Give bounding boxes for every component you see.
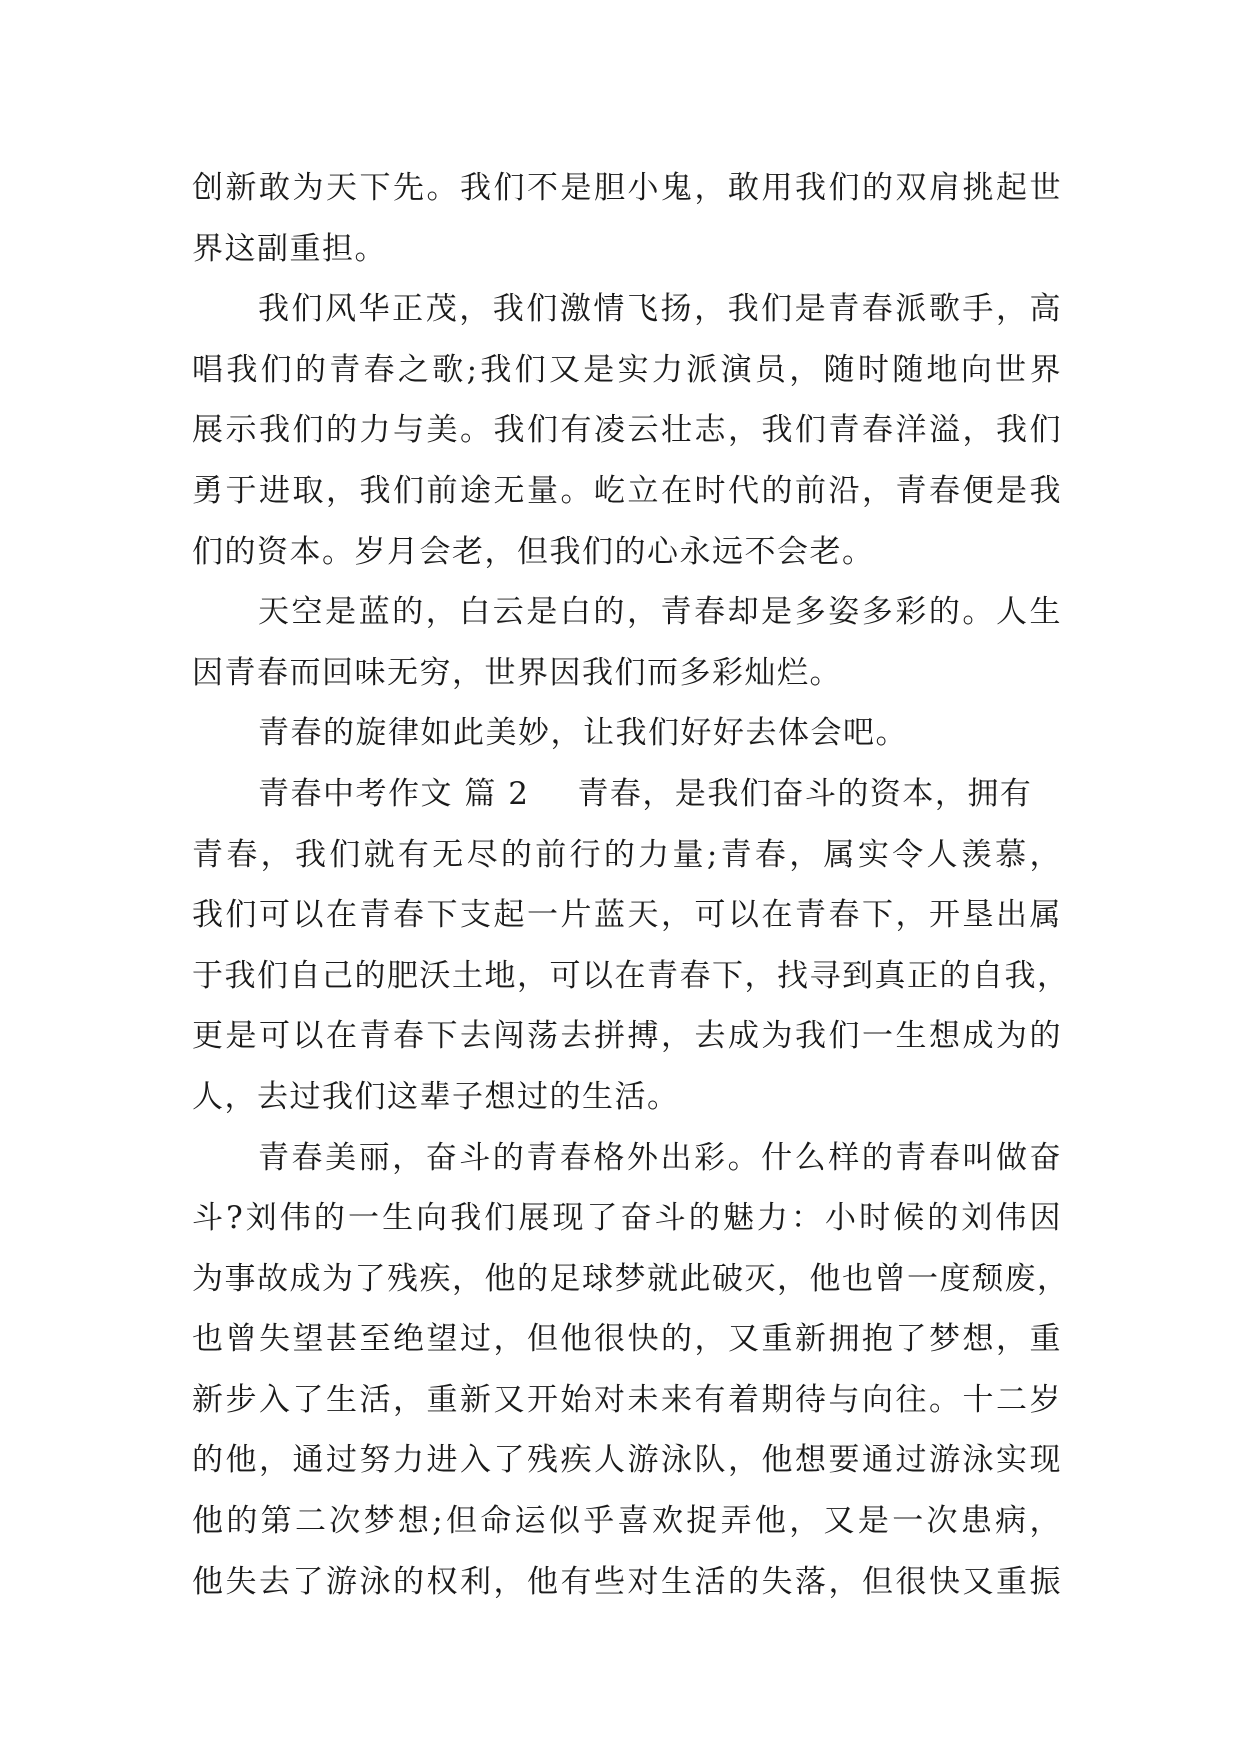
text-line: 青春，是我们奋斗的资本，拥有 bbox=[577, 775, 1033, 812]
text-line: 他的第二次梦想;但命运似乎喜欢捉弄他，又是一次患病， bbox=[192, 1503, 1062, 1540]
paragraph-first-line: 我们风华正茂，我们激情飞扬，我们是青春派歌手，高 bbox=[258, 291, 1062, 328]
text-line: 因青春而回味无穷，世界因我们而多彩灿烂。 bbox=[192, 654, 842, 691]
section-heading: 青春中考作文 篇 2 bbox=[258, 775, 530, 812]
paragraph-first-line: 青春美丽，奋斗的青春格外出彩。什么样的青春叫做奋 bbox=[258, 1139, 1062, 1176]
text-line: 斗?刘伟的一生向我们展现了奋斗的魅力：小时候的刘伟因 bbox=[192, 1200, 1062, 1237]
text-line: 更是可以在青春下去闯荡去拼搏，去成为我们一生想成为的 bbox=[192, 1018, 1062, 1055]
text-line: 的他，通过努力进入了残疾人游泳队，他想要通过游泳实现 bbox=[192, 1442, 1062, 1479]
text-line: 我们可以在青春下支起一片蓝天，可以在青春下，开垦出属 bbox=[192, 897, 1062, 934]
text-line: 为事故成为了残疾，他的足球梦就此破灭，他也曾一度颓废， bbox=[192, 1260, 1070, 1297]
paragraph-first-line: 天空是蓝的，白云是白的，青春却是多姿多彩的。人生 bbox=[258, 594, 1062, 631]
text-line: 界这副重担。 bbox=[192, 230, 387, 267]
text-line: 也曾失望甚至绝望过，但他很快的，又重新拥抱了梦想，重 bbox=[192, 1321, 1062, 1358]
paragraph-first-line: 青春的旋律如此美妙，让我们好好去体会吧。 bbox=[258, 715, 908, 752]
text-line: 于我们自己的肥沃土地，可以在青春下，找寻到真正的自我， bbox=[192, 957, 1070, 994]
text-line: 人，去过我们这辈子想过的生活。 bbox=[192, 1078, 680, 1115]
section-heading-line bbox=[192, 764, 1062, 825]
text-line: 新步入了生活，重新又开始对未来有着期待与向往。十二岁 bbox=[192, 1381, 1062, 1418]
text-line: 唱我们的青春之歌;我们又是实力派演员，随时随地向世界 bbox=[192, 351, 1062, 388]
body-text bbox=[192, 158, 1070, 1612]
text-line: 他失去了游泳的权利，他有些对生活的失落，但很快又重振 bbox=[192, 1563, 1062, 1600]
text-line: 创新敢为天下先。我们不是胆小鬼，敢用我们的双肩挑起世 bbox=[192, 170, 1062, 206]
text-line: 勇于进取，我们前途无量。屹立在时代的前沿，青春便是我 bbox=[192, 472, 1062, 509]
text-line: 们的资本。岁月会老，但我们的心永远不会老。 bbox=[192, 533, 875, 570]
text-line: 青春，我们就有无尽的前行的力量;青春，属实令人羡慕， bbox=[192, 836, 1062, 873]
text-line: 展示我们的力与美。我们有凌云壮志，我们青春洋溢，我们 bbox=[192, 412, 1062, 449]
